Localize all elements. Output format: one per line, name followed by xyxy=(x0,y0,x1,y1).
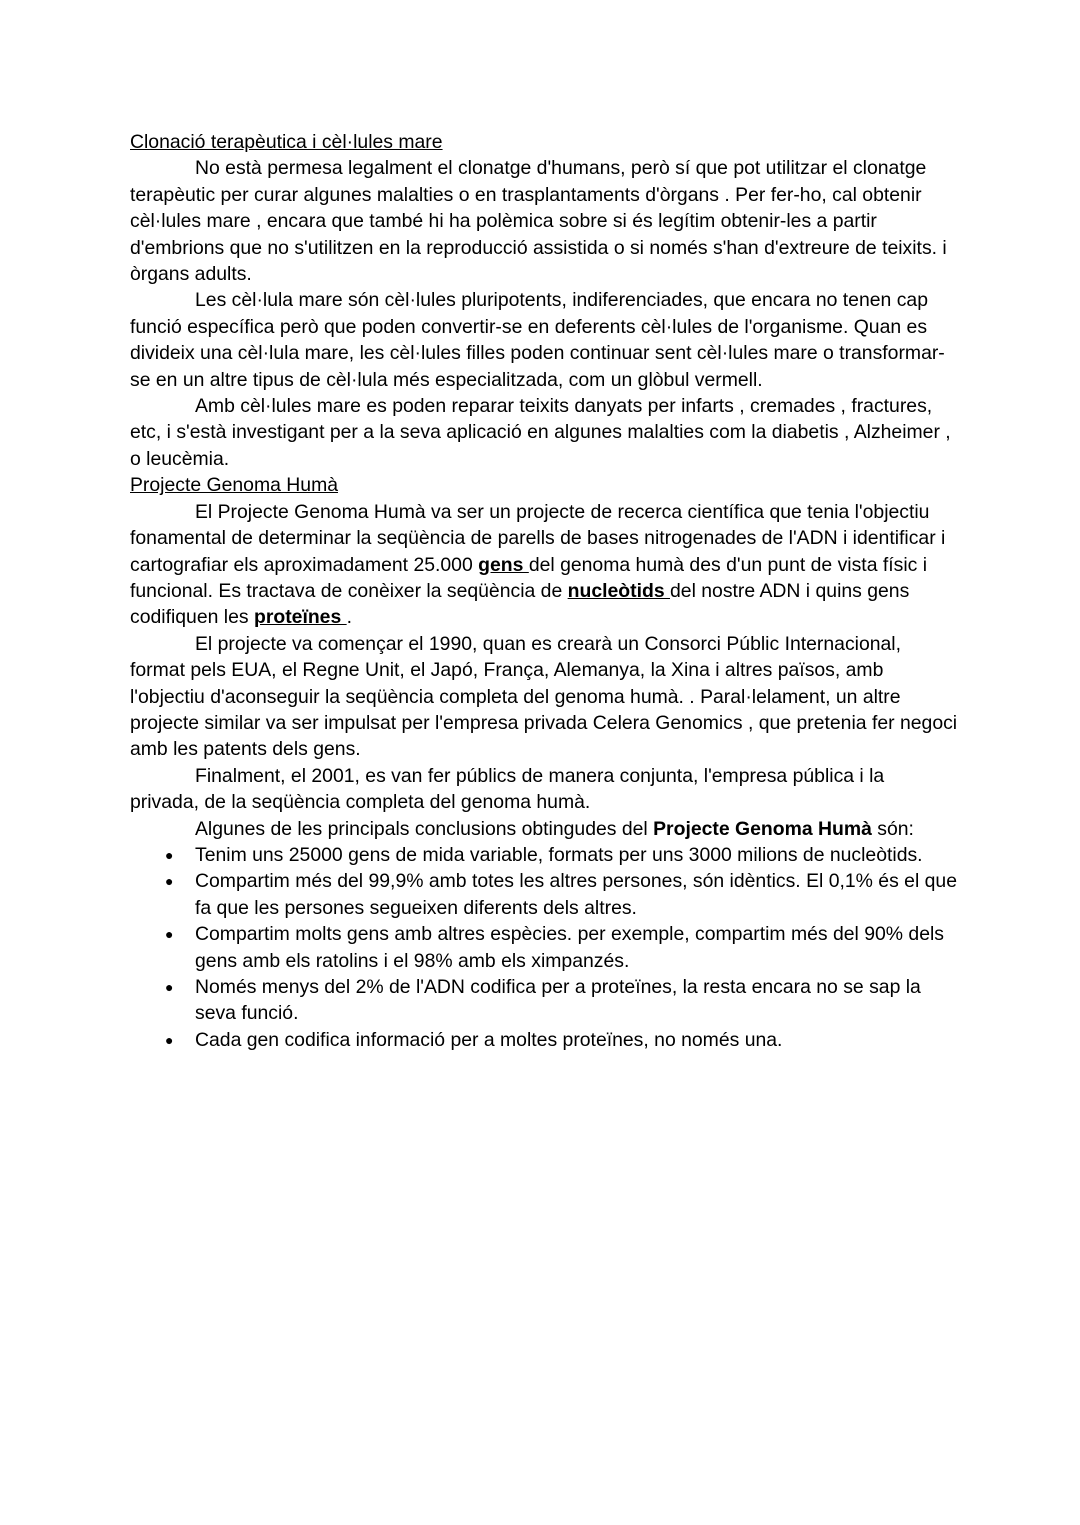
conclusions-list xyxy=(130,842,958,1053)
term-nucleotides: nucleòtids xyxy=(567,579,670,602)
paragraph-stem-cells-applications: Amb cèl·lules mare es poden reparar teixits danyats per infarts , cremades , fractures, etc, i s'està investigant per a la seva aplicació en algunes malalties com la diabetis , Alzheimer , o leucèmia. xyxy=(130,395,951,470)
paragraph-genome-conclusions-intro xyxy=(130,816,958,842)
bold-project-name: Projecte Genoma Humà xyxy=(653,817,872,840)
text-span: del genoma humà des d'un punt de vista físic i funcional. Es tractava de conèixer la seqüència de xyxy=(130,553,928,602)
list-item: ● Tenim uns 25000 gens de mida variable, formats per uns 3000 milions de nucleòtids. xyxy=(130,842,958,868)
section-heading-cloning: Clonació terapèutica i cèl·lules mare xyxy=(130,131,443,153)
term-genes: gens xyxy=(478,553,529,576)
paragraph-genome-objective xyxy=(130,499,958,631)
list-item: ● Compartim molts gens amb altres espècies. per exemple, compartim més del 90% dels gens amb els ratolins i el 98% amb els ximpanzés. xyxy=(130,921,958,974)
text-span: són: xyxy=(871,817,914,840)
list-item: ● Compartim més del 99,9% amb totes les altres persones, són idèntics. El 0,1% és el que fa que les persones segueixen diferents dels altres. xyxy=(130,868,958,921)
document-page xyxy=(130,129,958,1053)
list-item: ● Només menys del 2% de l'ADN codifica per a proteïnes, la resta encara no se sap la seva funció. xyxy=(130,974,958,1027)
text-span: El Projecte Genoma Humà va ser un projecte de recerca científica que tenia l'objectiu fonamental de determinar la seqüència de parells de bases nitrogenades de l'ADN i identificar i cartografiar els aproximadament 25.000 xyxy=(130,500,946,576)
term-proteins: proteïnes xyxy=(253,606,347,629)
text-span: Algunes de les principals conclusions obtingudes del xyxy=(195,817,654,840)
section-heading-genome: Projecte Genoma Humà xyxy=(130,474,339,497)
text-span: del nostre ADN i quins gens codifiquen les xyxy=(130,579,910,629)
paragraph-cloning-legal: No està permesa legalment el clonatge d'humans, però sí que pot utilitzar el clonatge terapèutic per curar algunes malalties o en trasplantaments d'òrgans . Per fer-ho, cal obtenir cèl·lules mare , encara que també hi ha polèmica sobre si és legítim obtenir-les a partir d'embrions que no s'utilitzen en la reproducció assistida o si només s'han d'extreure de teixits. i òrgans adults. xyxy=(130,157,947,286)
paragraph-stem-cells-definition: Les cèl·lula mare són cèl·lules pluripotents, indiferenciades, que encara no tenen cap funció específica però que poden convertir-se en deferents cèl·lules de l'organisme. Quan es divideix una cèl·lula mare, les cèl·lules filles poden continuar sent cèl·lules mare o transformar-se en un altre tipus de cèl·lula més especialitzada, com un glòbul vermell. xyxy=(130,289,945,391)
list-item: ● Cada gen codifica informació per a moltes proteïnes, no només una. xyxy=(130,1027,958,1053)
text-span: . xyxy=(346,606,353,629)
paragraph-genome-2001: Finalment, el 2001, es van fer públics de manera conjunta, l'empresa pública i la privada, de la seqüència completa del genoma humà. xyxy=(130,764,885,814)
paragraph-genome-history: El projecte va començar el 1990, quan es crearà un Consorci Públic Internacional, format pels EUA, el Regne Unit, el Japó, França, Alemanya, la Xina i altres països, amb l'objectiu d'aconseguir la seqüència completa del genoma humà. . Paral·lelament, un altre projecte similar va ser impulsat per l'empresa privada Celera Genomics , que pretenia fer negoci amb les patents dels gens. xyxy=(130,632,958,761)
